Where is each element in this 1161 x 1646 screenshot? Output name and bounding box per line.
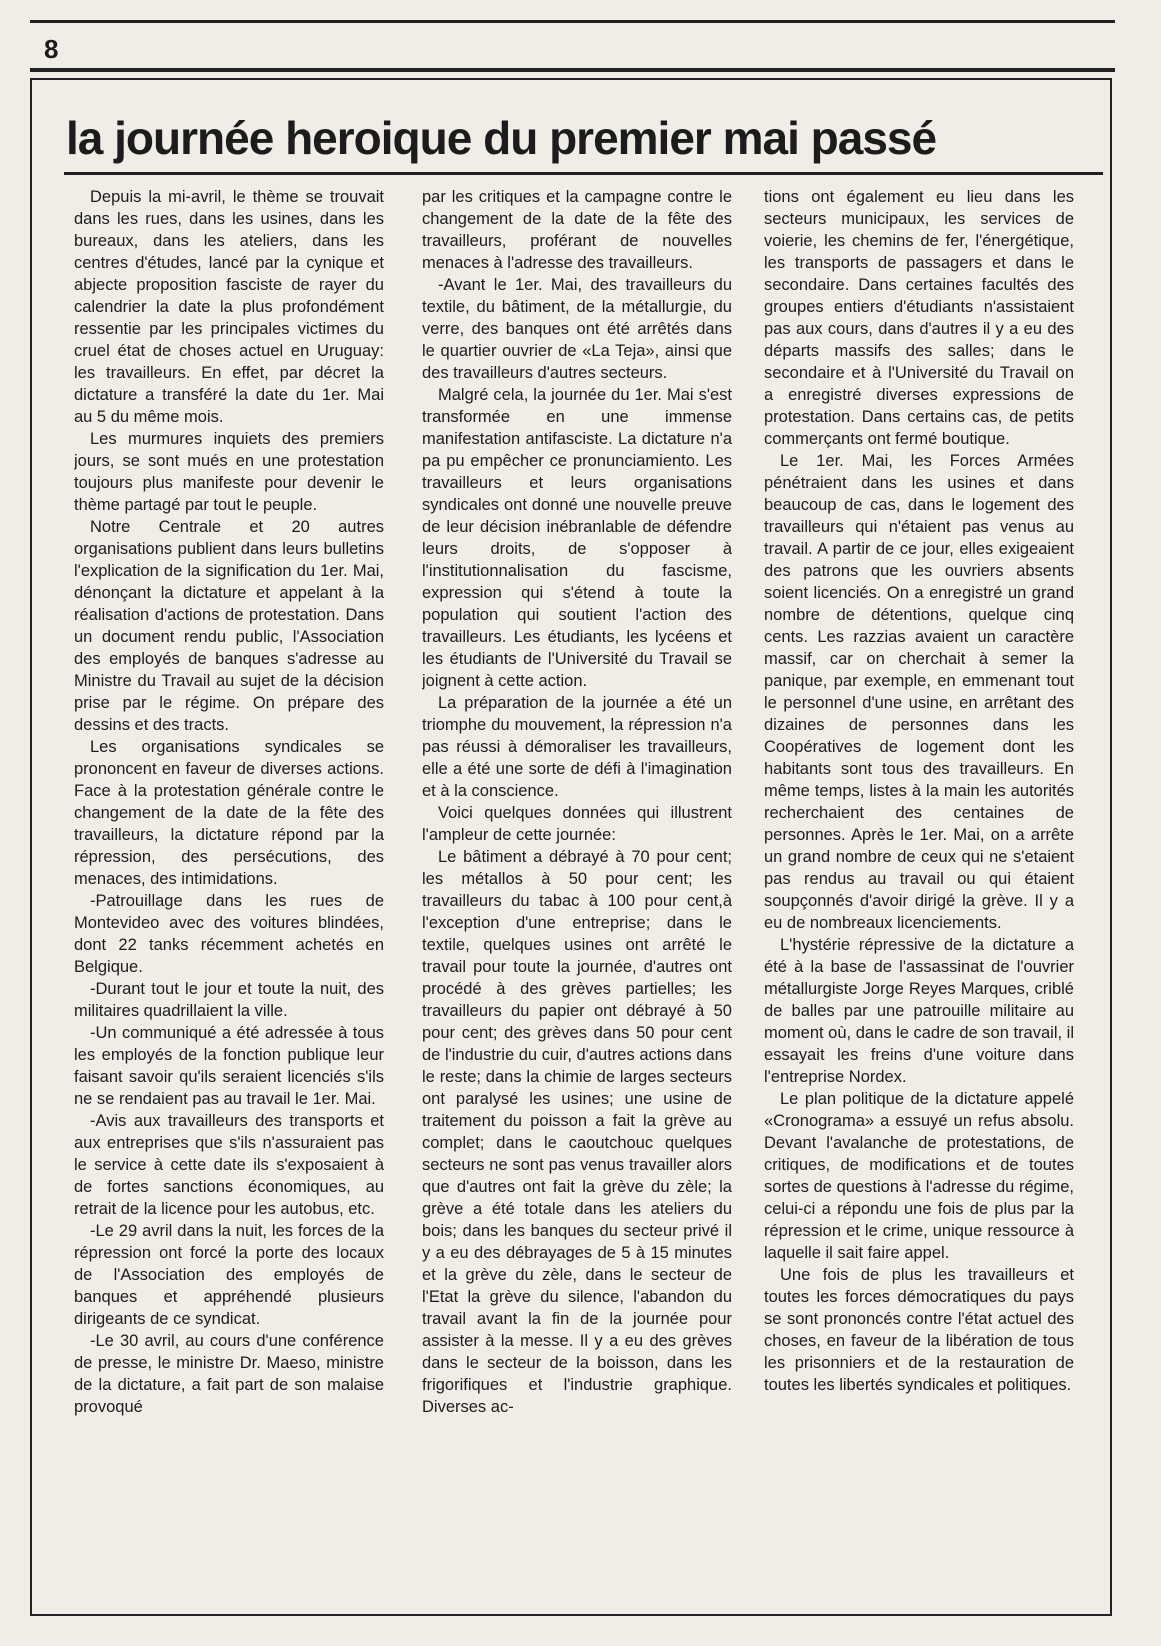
paragraph: -Le 30 avril, au cours d'une conférence de presse, le ministre Dr. Maeso, ministre de la dictature, a fait part de son malaise provoqué	[74, 1332, 384, 1416]
paragraph: La préparation de la journée a été un triomphe du mouvement, la répression n'a pas réussi à démoraliser les travailleurs, elle a été une sorte de défi à l'imagination et à la conscience.	[422, 694, 732, 800]
header-rule	[30, 68, 1115, 72]
paragraph: Depuis la mi-avril, le thème se trouvait dans les rues, dans les usines, dans les bureaux, dans les ateliers, dans les centres d'études, lancé par la cynique et abjecte proposition fasciste de rayer du calendrier la date la plus profondément ressentie par les principales victimes du cruel état de choses actuel en Uruguay: les travailleurs. En effet, par décret la dictature a transféré la date du 1er. Mai au 5 du même mois.	[74, 188, 384, 426]
paragraph: -Patrouillage dans les rues de Montevideo avec des voitures blindées, dont 22 tanks récemment achetés en Belgique.	[74, 892, 384, 976]
paragraph: Malgré cela, la journée du 1er. Mai s'est transformée en une immense manifestation antifasciste. La dictature n'a pa pu empêcher ce pronunciamiento. Les travailleurs et leurs organisations syndicales ont donné une nouvelle preuve de leur décision inébranlable de défendre leurs droits, de s'opposer à l'institutionnalisation du fascisme, expression qui s'étend à toute la population qui soutient l'action des travailleurs. Les étudiants, les lycéens et les étudiants de l'Université du Travail se joignent à cette action.	[422, 386, 732, 690]
paragraph: Les organisations syndicales se prononcent en faveur de diverses actions. Face à la protestation générale contre le changement de la date de la fête des travailleurs, la dictature répond par la répression, des persécutions, des menaces, des intimidations.	[74, 738, 384, 888]
top-rule	[30, 20, 1115, 23]
paragraph: Les murmures inquiets des premiers jours, se sont mués en une protestation toujours plus manifeste pour devenir le thème partagé par tout le peuple.	[74, 430, 384, 514]
article-column-3	[764, 186, 1074, 1611]
paragraph: -Un communiqué a été adressée à tous les employés de la fonction publique leur faisant savoir qu'ils seraient licenciés s'ils ne se rendaient pas au travail le 1er. Mai.	[74, 1024, 384, 1108]
paragraph: Voici quelques données qui illustrent l'ampleur de cette journée:	[422, 804, 732, 844]
headline-rule	[64, 172, 1103, 175]
paragraph: Le 1er. Mai, les Forces Armées pénétraient dans les usines et dans beaucoup de cas, dans le logement des travailleurs qui n'étaient pas venus au travail. A partir de ce jour, elles exigeaient des patrons que les ouvriers absents soient licenciés. On a enregistré un grand nombre de détentions, quelque cinq cents. Les razzias avaient un caractère massif, car on cherchait à semer la panique, par exemple, en emmenant tout le personnel d'une usine, en arrêtant des dizaines de personnes dans les Coopératives de logement dont les habitants sont tous des travailleurs. En même temps, listes à la main les autorités recherchaient des centaines de personnes. Après le 1er. Mai, on a arrête un grand nombre de ceux qui ne s'etaient pas rendus au travail ou qui étaient soupçonnés d'avoir dirigé la grève. Il y a eu de nombreaux licenciements.	[764, 452, 1074, 932]
article-column-2	[422, 186, 732, 1611]
paragraph: Une fois de plus les travailleurs et toutes les forces démocratiques du pays se sont prononcés contre l'état actuel des choses, en faveur de la libération de tous les prisonniers et de la restauration de toutes les libertés syndicales et politiques.	[764, 1266, 1074, 1394]
paragraph: L'hystérie répressive de la dictature a été à la base de l'assassinat de l'ouvrier métallurgiste Jorge Reyes Marques, criblé de balles par une patrouille militaire au moment où, dans le cadre de son travail, il essayait les freins d'une voiture dans l'entreprise Nordex.	[764, 936, 1074, 1086]
paragraph: -Avis aux travailleurs des transports et aux entreprises que s'ils n'assuraient pas le service à cette date ils s'exposaient à de fortes sanctions économiques, au retrait de la licence pour les autobus, etc.	[74, 1112, 384, 1218]
article-headline: la journée heroique du premier mai passé	[66, 112, 937, 164]
paragraph: -Avant le 1er. Mai, des travailleurs du textile, du bâtiment, de la métallurgie, du verre, des banques ont été arrêtés dans le quartier ouvrier de «La Teja», ainsi que des travailleurs d'autres secteurs.	[422, 276, 732, 382]
paragraph: Le bâtiment a débrayé à 70 pour cent; les métallos à 50 pour cent; les travailleurs du tabac à 100 pour cent,à l'exception d'une entreprise; dans le textile, quelques usines ont arrêté le travail pour toute la journée, d'autres ont procédé à des grèves partielles; les travailleurs du papier ont débrayé à 50 pour cent; des grèves dans 50 pour cent de l'industrie du cuir, d'autres actions dans le reste; dans la chimie de larges secteurs ont paralysé les usines; une usine de traitement du poisson a fait la grève au complet; dans le caoutchouc quelques secteurs ne sont pas venus travailler alors que d'autres ont fait la grève du zèle; la grève a été totale dans les ateliers du bois; dans les banques du secteur privé il y a eu des débrayages de 5 à 15 minutes et la grève du zèle, dans le secteur de l'Etat la grève du silence, l'abandon du travail avant la fin de la journée pour assister à la messe. Il y a eu des grèves dans le secteur de la boisson, dans les frigorifiques et l'industrie graphique. Diverses ac-	[422, 848, 732, 1416]
paragraph: par les critiques et la campagne contre le changement de la date de la fête des travailleurs, proférant de nouvelles menaces à l'adresse des travailleurs.	[422, 188, 732, 272]
paragraph: Le plan politique de la dictature appelé «Cronograma» a essuyé un refus absolu. Devant l'avalanche de protestations, de critiques, de modifications et de toutes sortes de questions à l'adresse du régime, celui-ci a répondu une fois de plus par la répression et le crime, unique ressource à laquelle il sait faire appel.	[764, 1090, 1074, 1262]
paragraph: tions ont également eu lieu dans les secteurs municipaux, les services de voierie, les chemins de fer, l'énergétique, les transports de passagers et dans le secondaire. Dans certaines facultés des groupes entiers d'étudiants n'assistaient pas aux cours, dans d'autres il y a eu des départs massifs des salles; dans le secondaire et à l'Université du Travail on a enregistré diverses expressions de protestation. Dans certains cas, de petits commerçants ont fermé boutique.	[764, 188, 1074, 448]
paragraph: Notre Centrale et 20 autres organisations publient dans leurs bulletins l'explication de la signification du 1er. Mai, dénonçant la dictature et appelant à la réalisation d'actions de protestation. Dans un document rendu public, l'Association des employés de banques s'adresse au Ministre du Travail au sujet de la décision prise par le régime. On prépare des dessins et des tracts.	[74, 518, 384, 734]
article-column-1	[74, 186, 384, 1611]
paragraph: -Le 29 avril dans la nuit, les forces de la répression ont forcé la porte des locaux de l'Association des employés de banques et appréhendé plusieurs dirigeants de ce syndicat.	[74, 1222, 384, 1328]
paragraph: -Durant tout le jour et toute la nuit, des militaires quadrillaient la ville.	[74, 980, 384, 1020]
page-number: 8	[44, 34, 59, 64]
